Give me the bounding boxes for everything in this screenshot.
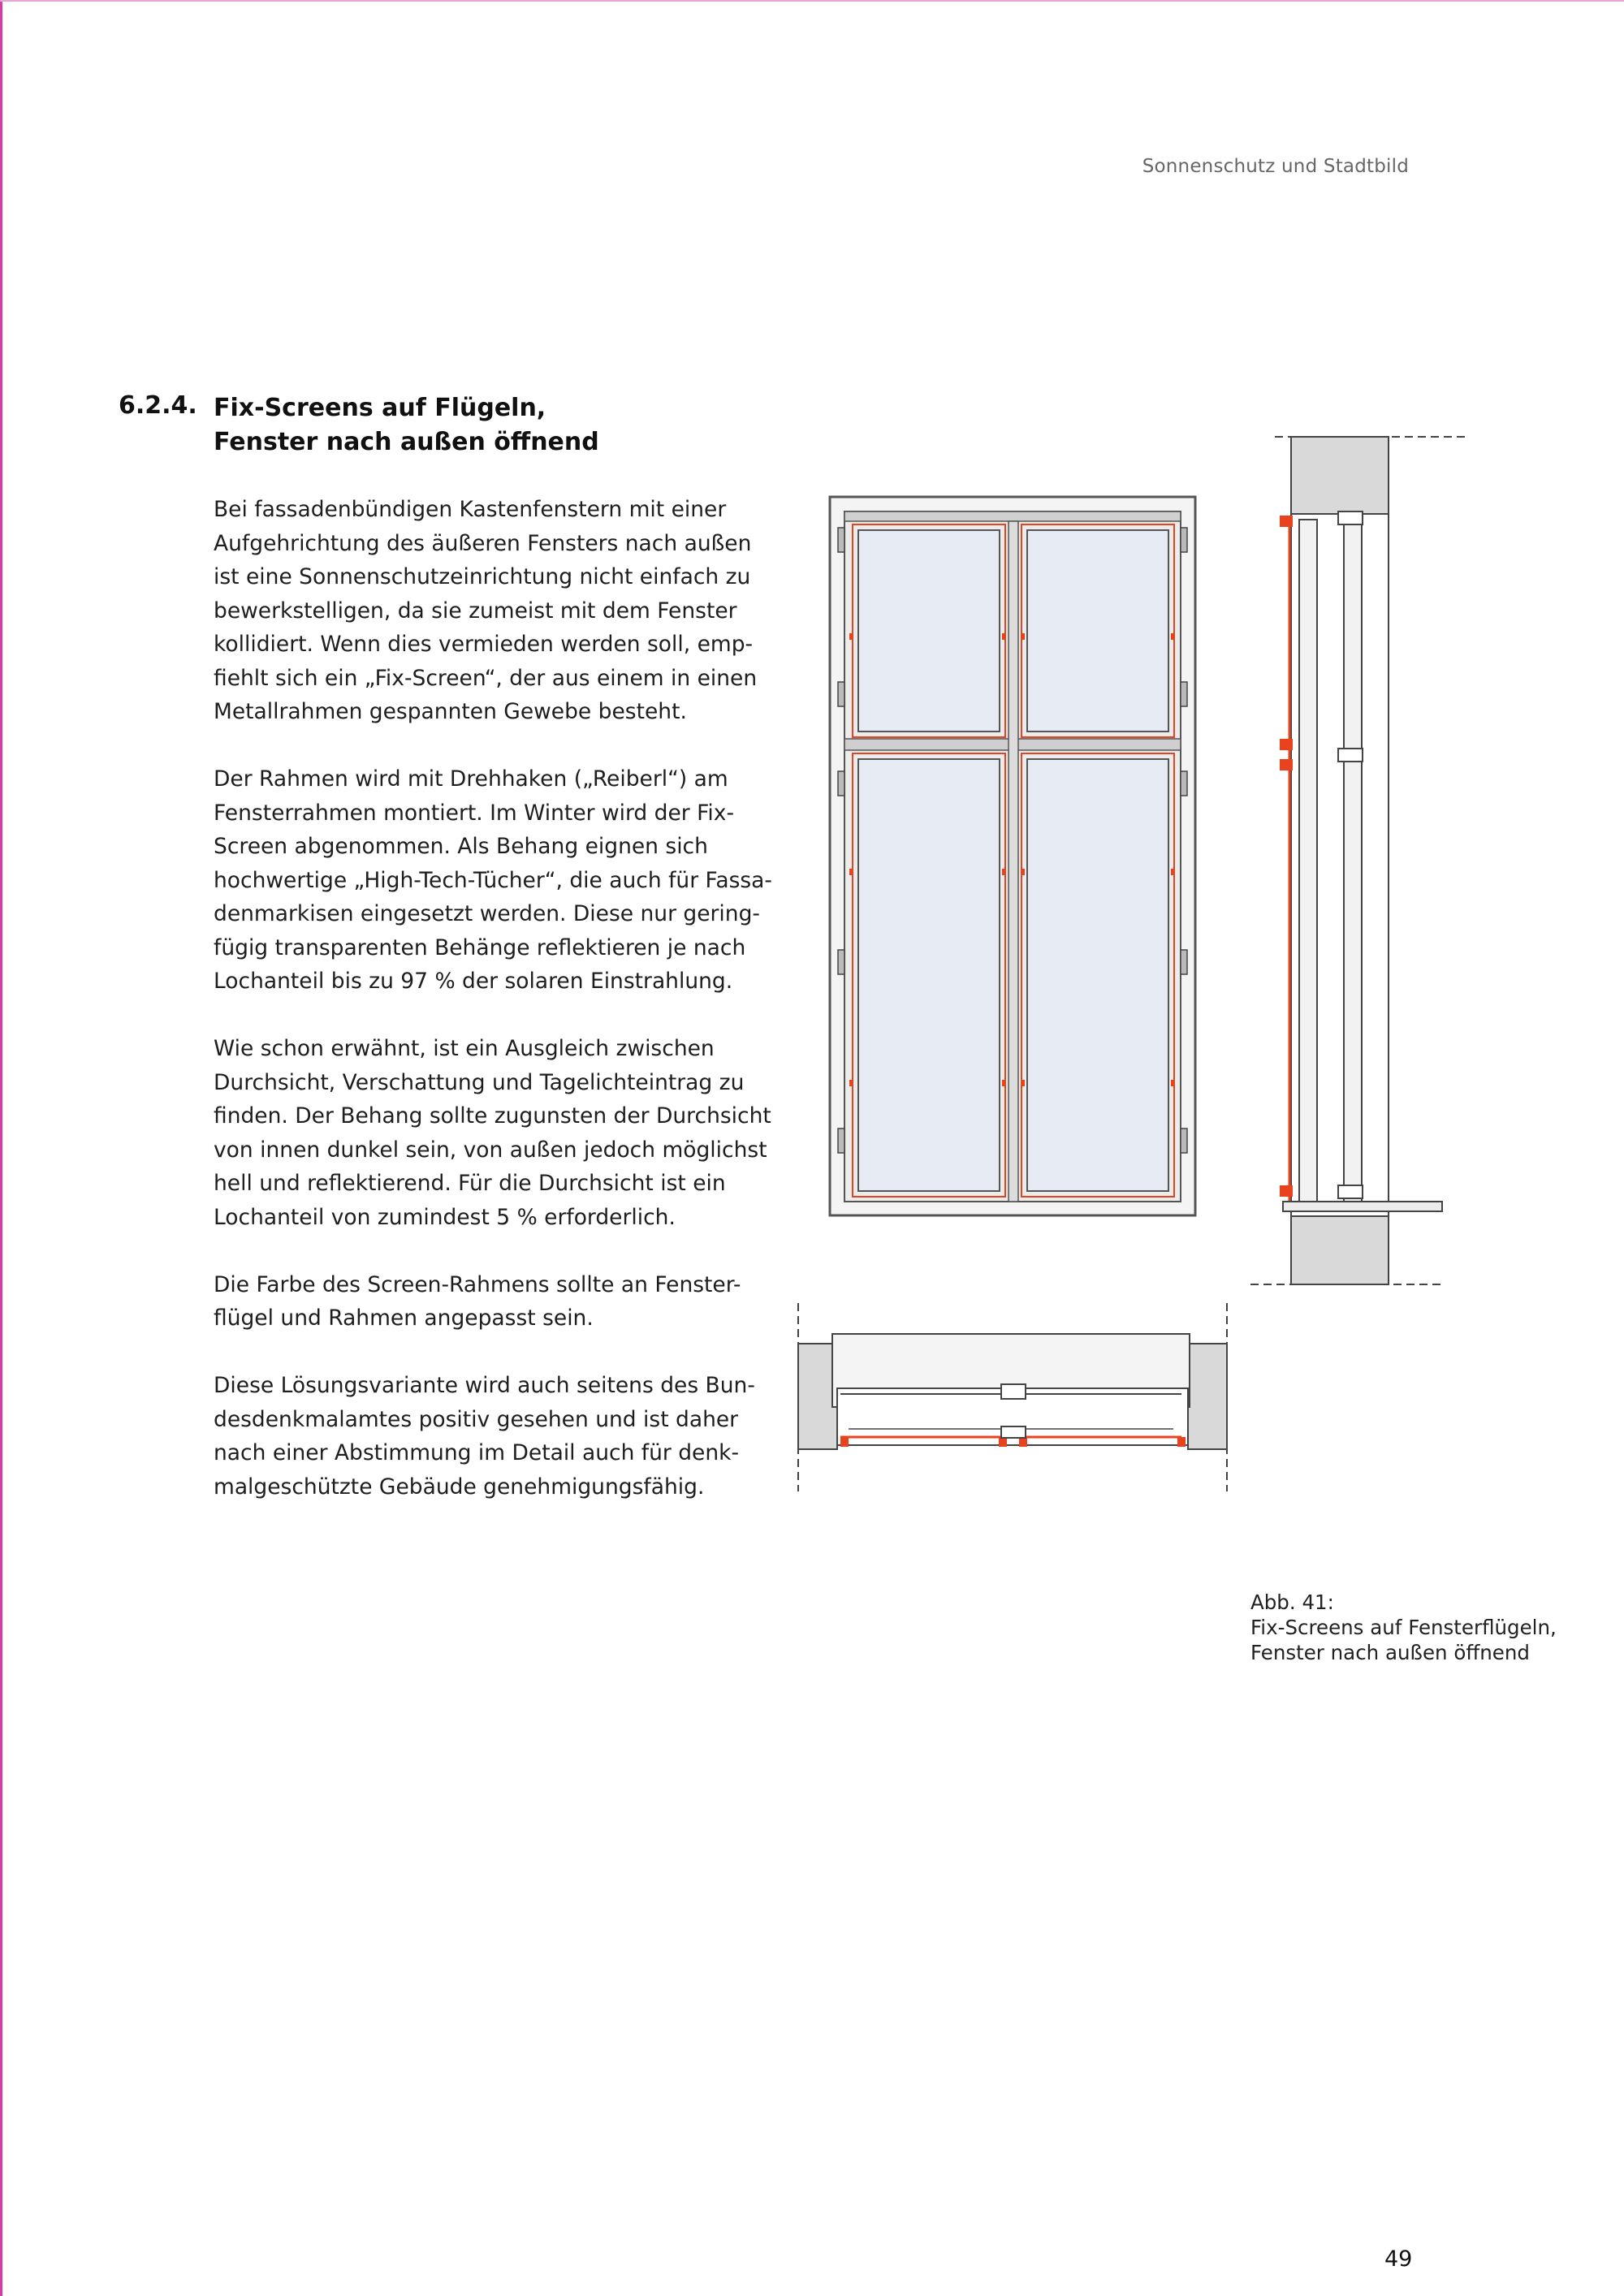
paragraph — [214, 1268, 741, 1336]
text-line: fiehlt sich ein „Fix-Screen“, der aus einem in einen — [214, 665, 758, 691]
vertical-section-drawing — [1250, 430, 1478, 1291]
text-line: fügig transparenten Behänge reflektieren je nach — [214, 934, 746, 960]
caption-line: Fix-Screens auf Fensterflügeln, — [1250, 1616, 1557, 1639]
text-line: ist eine Sonnenschutzeinrichtung nicht einfach zu — [214, 564, 751, 589]
text-line: Der Rahmen wird mit Drehhaken („Reiberl“) am — [214, 766, 728, 792]
text-line: hochwertige „High-Tech-Tücher“, die auch für Fassa- — [214, 867, 772, 893]
figure-caption — [1250, 1590, 1575, 1665]
page-number: 49 — [1384, 2246, 1413, 2272]
body-text — [214, 493, 772, 1538]
paragraph — [214, 1032, 771, 1234]
text-line: bewerkstelligen, da sie zumeist mit dem Fenster — [214, 598, 737, 624]
paragraph — [214, 762, 772, 999]
text-line: Screen abgenommen. Als Behang eignen sich — [214, 834, 708, 859]
text-line: kollidiert. Wenn dies vermieden werden soll, emp- — [214, 632, 754, 657]
text-line: desdenkmalamtes positiv gesehen und ist daher — [214, 1406, 739, 1432]
paragraph — [214, 1369, 755, 1504]
text-line: Diese Lösungsvariante wird auch seitens des Bun- — [214, 1373, 755, 1398]
section-title-line: Fenster nach außen öffnend — [214, 428, 599, 456]
window-elevation-drawing — [828, 495, 1202, 1226]
text-line: finden. Der Behang sollte zugunsten der Durchsicht — [214, 1103, 771, 1129]
text-line: Aufgehrichtung des äußeren Fensters nach außen — [214, 530, 752, 556]
section-number: 6.2.4. — [119, 391, 197, 420]
text-line: Lochanteil von zumindest 5 % erforderlich. — [214, 1204, 676, 1230]
text-line: Wie schon erwähnt, ist ein Ausgleich zwischen — [214, 1036, 715, 1061]
page-edge-top — [0, 0, 1624, 2]
running-header: Sonnenschutz und Stadtbild — [1142, 156, 1409, 177]
text-line: Bei fassadenbündigen Kastenfenstern mit einer — [214, 497, 727, 522]
text-line: Fensterrahmen montiert. Im Winter wird der Fix- — [214, 800, 735, 826]
text-line: denmarkisen eingesetzt werden. Diese nur gering- — [214, 901, 760, 926]
caption-line: Abb. 41: — [1250, 1590, 1334, 1614]
text-line: Die Farbe des Screen-Rahmens sollte an Fenster- — [214, 1271, 741, 1297]
section-title-line: Fix-Screens auf Flügeln, — [214, 394, 546, 422]
caption-line: Fenster nach außen öffnend — [1250, 1641, 1530, 1664]
text-line: flügel und Rahmen angepasst sein. — [214, 1306, 594, 1331]
horizontal-section-drawing — [792, 1303, 1230, 1498]
text-line: malgeschützte Gebäude genehmigungsfähig. — [214, 1474, 705, 1500]
text-line: von innen dunkel sein, von außen jedoch möglichst — [214, 1137, 767, 1163]
text-line: hell und reflektierend. Für die Durchsicht ist ein — [214, 1171, 726, 1196]
page-edge-left — [0, 0, 2, 2296]
paragraph — [214, 493, 758, 729]
text-line: nach einer Abstimmung im Detail auch für denk- — [214, 1440, 740, 1465]
text-line: Durchsicht, Verschattung und Tagelichteintrag zu — [214, 1069, 745, 1095]
section-title — [214, 391, 701, 460]
text-line: Metallrahmen gespannten Gewebe besteht. — [214, 699, 687, 724]
text-line: Lochanteil bis zu 97 % der solaren Einstrahlung. — [214, 969, 733, 994]
